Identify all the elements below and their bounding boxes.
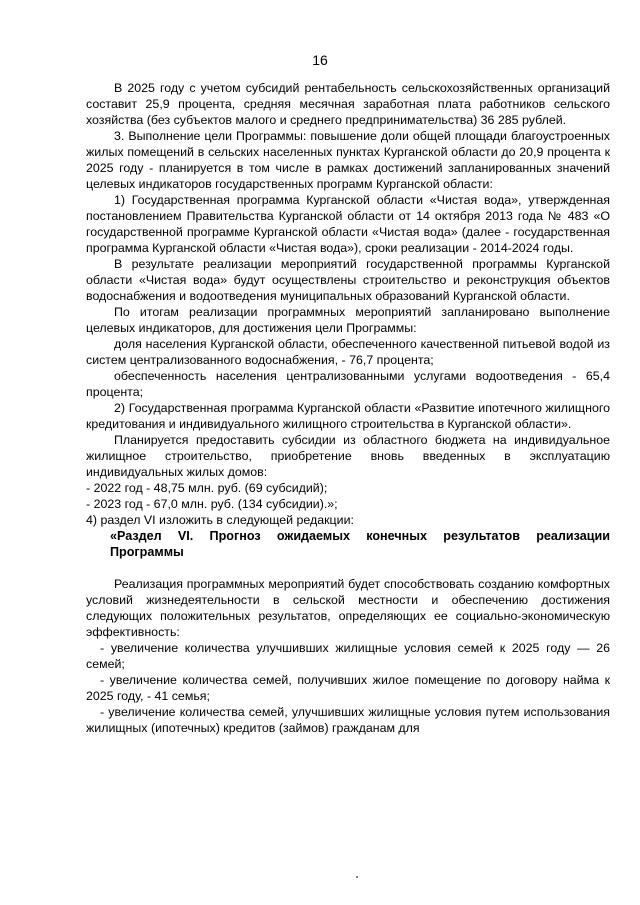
list-item-2022: - 2022 год - 48,75 млн. руб. (69 субсидий); — [86, 481, 328, 495]
list-item-families-mortgage: - увеличение количества семей, улучшивших жилищные условия путем использования жилищных (ипотечных) кредитов (займов) гражданам для — [86, 705, 610, 735]
paragraph-section-vi-instruction: 4) раздел VI изложить в следующей редакции: — [86, 513, 354, 527]
paragraph-clean-water-results: В результате реализации мероприятий государственной программы Курганской области «Чистая вода» будут осуществлены строительство и реконструкция объектов водоснабжения и водоотведения муниципальных образований Курганской области. — [86, 257, 610, 303]
scan-dot — [356, 876, 358, 878]
paragraph-indicator-sewage: обеспеченность населения централизованными услугами водоотведения - 65,4 процента; — [86, 369, 610, 399]
spacer — [86, 560, 610, 576]
list-item-2023: - 2023 год - 67,0 млн. руб. (134 субсидии).»; — [86, 497, 338, 511]
list-item-families-improved: - увеличение количества улучшивших жилищные условия семей к 2025 году — 26 семей; — [86, 641, 610, 671]
list-item-families-rental: - увеличение количества семей, получивших жилое помещение по договору найма к 2025 году, - 41 семья; — [86, 673, 610, 703]
paragraph-indicators-intro: По итогам реализации программных мероприятий запланировано выполнение целевых индикаторов, для достижения цели Программы: — [86, 305, 610, 335]
paragraph-program-mortgage: 2) Государственная программа Курганской области «Развитие ипотечного жилищного кредитования и индивидуального жилищного строительства в Курганской области». — [86, 401, 610, 431]
paragraph-subsidies-plan: Планируется предоставить субсидии из областного бюджета на индивидуальное жилищное строительство, приобретение вновь введенных в эксплуатацию индивидуальных жилых домов: — [86, 433, 610, 479]
paragraph-profitability: В 2025 году с учетом субсидий рентабельность сельскохозяйственных организаций составит 25,9 процента, средняя месячная заработная плата работников сельского хозяйства (без субъектов малого и среднего предпринимательства) 36 285 рублей. — [86, 81, 610, 127]
paragraph-indicator-water-share: доля населения Курганской области, обеспеченного качественной питьевой водой из систем централизованного водоснабжения, - 76,7 процента; — [86, 337, 610, 367]
paragraph-implementation: Реализация программных мероприятий будет способствовать созданию комфортных условий жизнедеятельности в сельской местности и обеспечению достижения следующих положительных результатов, определяющих ее социально-экономическую эффективность: — [86, 577, 610, 639]
section-heading: «Раздел VI. Прогноз ожидаемых конечных результатов реализации Программы — [110, 529, 610, 559]
paragraph-program-clean-water: 1) Государственная программа Курганской области «Чистая вода», утвержденная постановлением Правительства Курганской области от 14 октября 2013 года № 483 «О государственной программе Курганской области «Чистая вода» (далее - государственная программа Курганской области «Чистая вода»), сроки реализации - 2014-2024 годы. — [86, 193, 610, 255]
paragraph-goal-3: 3. Выполнение цели Программы: повышение доли общей площади благоустроенных жилых помещений в сельских населенных пунктах Курганской области до 20,9 процента к 2025 году - планируется в том числе в рамках достижений запланированных значений целевых индикаторов государственных программ Курганской области: — [86, 129, 610, 191]
document-body — [86, 80, 610, 736]
page-number: 16 — [312, 52, 328, 68]
